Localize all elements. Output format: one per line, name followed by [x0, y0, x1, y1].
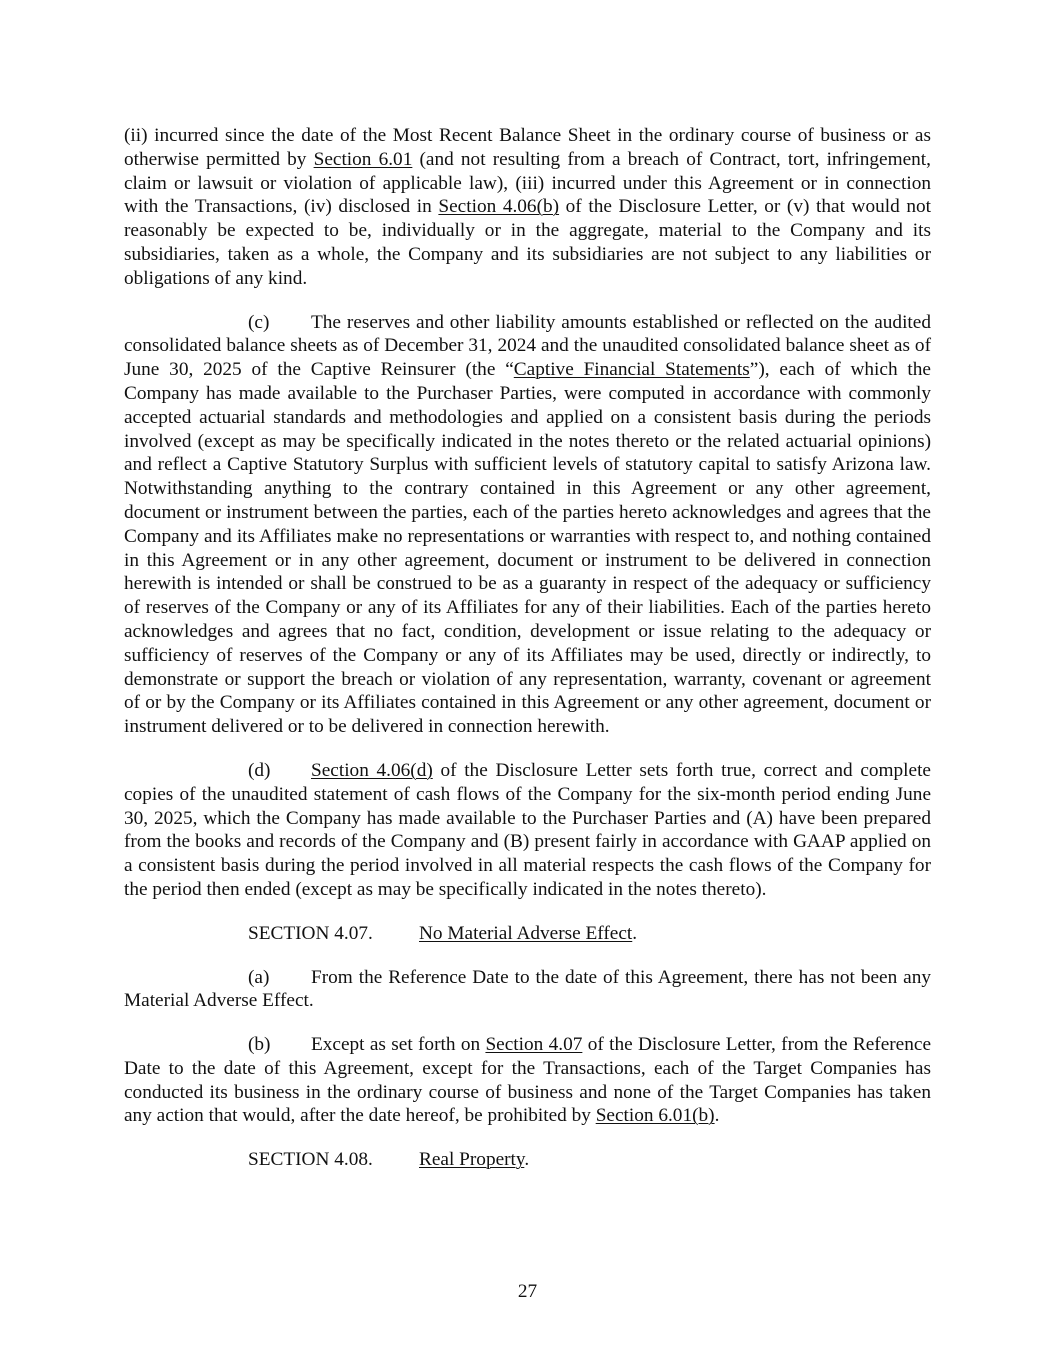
defined-term: Captive Financial Statements: [513, 359, 750, 381]
document-page: [124, 124, 931, 1192]
paragraph-d: (d) Section 4.06(d) of the Disclosure Letter sets forth true, correct and complete copies of the unaudited statement of cash flows of the Company for the six-month period ending June 30, 2025, which the Company has made available to the Purchaser Parties and (A) have been prepared from the books and records of the Company and (B) present fairly in accordance with GAAP applied on a consistent basis during the period involved in all material respects the cash flows of the Company for the period then ended (except as may be specifically indicated in the notes thereto).: [124, 759, 931, 900]
section-reference-link: Section 4.06(d): [311, 759, 433, 781]
paragraph-c: (c) The reserves and other liability amounts established or reflected on the audited consolidated balance sheets as of December 31, 2024 and the unaudited consolidated balance sheet as of June 30, 2025 of the Captive Reinsurer (the “Captive Financial Statements”), each of which the Company has made available to the Purchaser Parties, were computed in accordance with commonly accepted actuarial standards and methodologies and applied on a consistent basis during the periods involved (except as may be specifically indicated in the notes thereto or the related actuarial opinions) and reflect a Captive Statutory Surplus with sufficient levels of statutory capital to satisfy Arizona law. Notwithstanding anything to the contrary contained in this Agreement or any other agreement, document or instrument between the parties, each of the parties hereto acknowledges and agrees that the Company and its Affiliates make no representations or warranties with respect to, and nothing contained in this Agreement or in any other agreement, document or instrument to be delivered in connection herewith is intended or shall be construed to be as a guaranty in respect of the adequacy or sufficiency of reserves of the Company or any of its Affiliates for any of their liabilities. Each of the parties hereto acknowledges and agrees that no fact, condition, development or issue relating to the adequacy or sufficiency of reserves of the Company or any of its Affiliates may be used, directly or indirectly, to demonstrate or support the breach or violation of any representation, warranty, covenant or agreement of or by the Company or its Affiliates contained in this Agreement or any other agreement, document or instrument delivered or to be delivered in connection herewith.: [124, 311, 931, 738]
clause-label: (d): [248, 759, 271, 781]
clause-label: (c): [248, 311, 270, 333]
section-reference-link: Section 4.06(b): [438, 196, 560, 218]
section-reference-link: Section 4.07: [485, 1034, 583, 1056]
section-heading-4-08: SECTION 4.08. Real Property.: [248, 1149, 530, 1171]
paragraph-4-07-b: (b) Except as set forth on Section 4.07 of the Disclosure Letter, from the Reference Date to the date of this Agreement, except for the Transactions, each of the Target Companies has conducted its business in the ordinary course of business and none of the Target Companies has taken any action that would, after the date hereof, be prohibited by Section 6.01(b).: [124, 1034, 932, 1127]
paragraph-4-07-a: (a) From the Reference Date to the date of this Agreement, there has not been any Material Adverse Effect.: [124, 966, 931, 1012]
section-number: SECTION 4.08.: [248, 1149, 373, 1171]
clause-label: (a): [248, 966, 270, 988]
paragraph-continuation: (ii) incurred since the date of the Most Recent Balance Sheet in the ordinary course of business or as otherwise permitted by Section 6.01 (and not resulting from a breach of Contract, tort, infringement, claim or lawsuit or violation of applicable law), (iii) incurred under this Agreement or in connection with the Transactions, (iv) disclosed in Section 4.06(b) of the Disclosure Letter, or (v) that would not reasonably be expected to be, individually or in the aggregate, material to the Company and its subsidiaries, taken as a whole, the Company and its subsidiaries are not subject to any liabilities or obligations of any kind.: [124, 125, 931, 289]
clause-label: (b): [248, 1034, 271, 1056]
section-number: SECTION 4.07.: [248, 922, 373, 944]
page-number: 27: [517, 1281, 538, 1302]
section-heading-4-07: SECTION 4.07. No Material Adverse Effect.: [248, 922, 638, 944]
section-reference-link: Section 6.01(b): [595, 1105, 715, 1127]
section-title: Real Property: [419, 1149, 525, 1171]
section-reference-link: Section 6.01: [313, 148, 413, 170]
section-title: No Material Adverse Effect: [419, 922, 633, 944]
